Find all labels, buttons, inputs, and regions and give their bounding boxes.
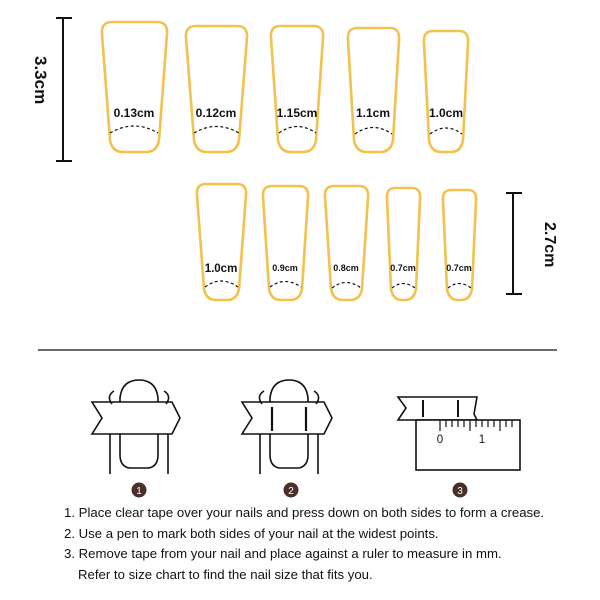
nail-width-label: 0.12cm (195, 106, 237, 120)
step-badge-number: 3 (457, 486, 463, 497)
step-2-illustration (242, 380, 332, 474)
cuticle-lines-bottom (205, 281, 471, 288)
step-3-illustration (398, 397, 520, 470)
step-badge (132, 483, 147, 498)
cuticle-lines-top (110, 126, 462, 134)
instruction-line: 3. Remove tape from your nail and place against a ruler to measure in mm. (64, 546, 502, 561)
nail-shape (186, 26, 247, 152)
nail-shape (197, 184, 246, 300)
ruler-label: 1 (478, 434, 486, 446)
nail-width-label: 0.7cm (446, 263, 472, 273)
instruction-line: Refer to size chart to find the nail size that fits you. (78, 566, 373, 582)
length-label-bottom: 2.7cm (541, 222, 558, 268)
length-label-top: 3.3cm (31, 56, 50, 105)
instructions (64, 503, 594, 585)
nail-row-top (102, 22, 468, 152)
step-badge-number: 1 (136, 486, 142, 497)
nail-width-label: 0.7cm (390, 263, 416, 273)
nail-width-label: 1.15cm (276, 106, 318, 120)
length-indicator-bottom (506, 193, 522, 294)
nail-row-bottom (197, 184, 476, 300)
nail-labels-top (114, 106, 463, 120)
instruction-line: 1. Place clear tape over your nails and press down on both sides to form a crease. (64, 505, 545, 520)
nail-width-label: 0.13cm (113, 106, 155, 120)
length-indicator-top (56, 18, 72, 161)
step-badge (453, 483, 468, 498)
nail-labels-bottom (205, 263, 472, 275)
nail-width-label: 0.8cm (333, 263, 359, 273)
instruction-line: 2. Use a pen to mark both sides of your nail at the widest points. (64, 525, 439, 541)
nail-width-label: 1.0cm (204, 263, 238, 275)
nail-shape (263, 186, 308, 300)
nail-shape (325, 186, 368, 300)
nail-width-label: 0.9cm (272, 263, 298, 273)
step-badge (284, 483, 299, 498)
ruler-label: 0 (436, 434, 444, 446)
step-badge-number: 2 (288, 486, 294, 497)
nail-width-label: 1.0cm (428, 106, 464, 120)
nail-width-label: 1.1cm (355, 106, 391, 120)
ruler (416, 420, 520, 470)
step-1-illustration (92, 380, 180, 474)
